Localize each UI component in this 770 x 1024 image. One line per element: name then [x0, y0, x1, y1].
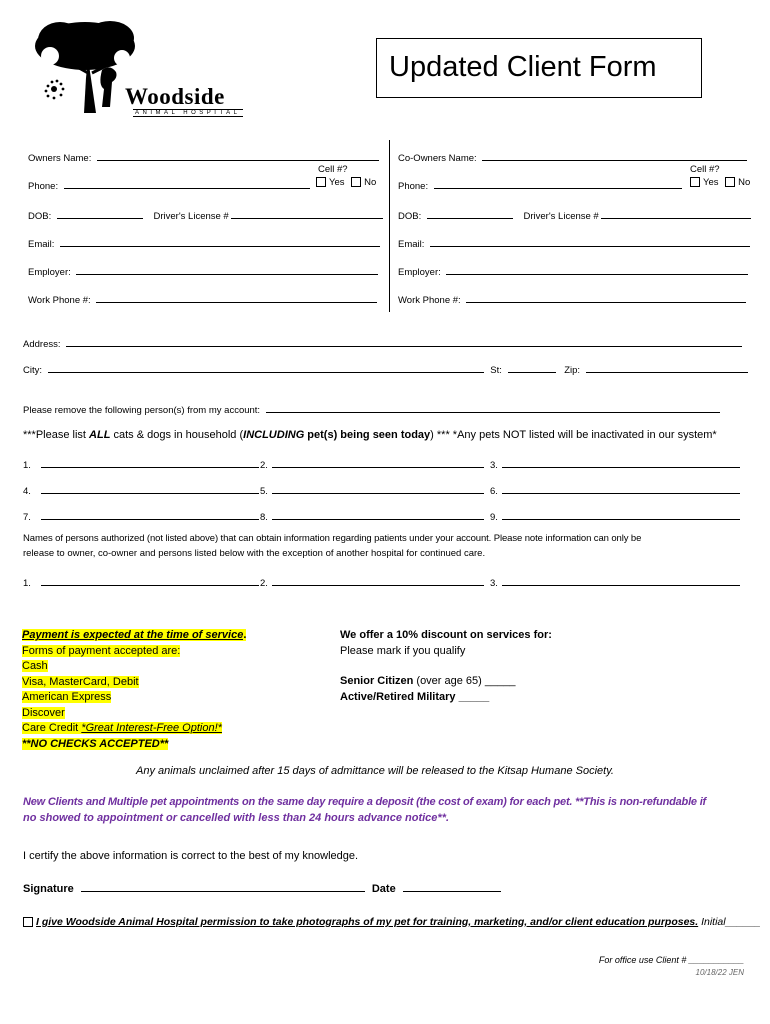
deposit-notice-line2: no showed to appointment or cancelled with less than 24 hours advance notice**.: [23, 812, 450, 824]
address-label: Address:: [23, 339, 61, 350]
owner-name-label: Owners Name:: [28, 153, 92, 164]
city-row[interactable]: [23, 362, 748, 376]
owner-phone-row[interactable]: [28, 178, 310, 192]
page-title: Updated Client Form: [389, 51, 657, 83]
logo: [30, 18, 260, 123]
deposit-notice-line1: New Clients and Multiple pet appointments on the same day require a deposit (the cost of exam) for each pet. **This is non-refundable if: [23, 796, 707, 808]
payment-title-end: .: [243, 629, 247, 641]
office-use-label: For office use Client # ___________: [598, 955, 744, 965]
pet-number: 4.: [23, 486, 31, 497]
payment-care-credit: Care Credit: [22, 722, 82, 734]
pet-entry[interactable]: [490, 457, 740, 471]
authorized-entry[interactable]: [260, 575, 484, 589]
authorized-field[interactable]: [41, 575, 259, 586]
pet-entry[interactable]: [260, 457, 484, 471]
owner-name-field[interactable]: [97, 150, 379, 161]
discount-subtitle: Please mark if you qualify: [340, 644, 466, 657]
payment-section: [22, 628, 246, 752]
authorized-text-line2: release to owner, co-owner and persons listed below with the exception of another hospital for continued care.: [23, 548, 486, 559]
owner-dob-label: DOB:: [28, 211, 52, 222]
discount-section: [340, 628, 552, 705]
photo-permission-row[interactable]: [23, 916, 761, 928]
pet-entry[interactable]: [23, 483, 259, 497]
coowner-phone-row[interactable]: [398, 178, 682, 192]
date-field[interactable]: [403, 881, 501, 892]
payment-cards: Visa, MasterCard, Debit: [22, 675, 139, 688]
pet-number: 7.: [23, 512, 31, 523]
photo-permission-text: I give Woodside Animal Hospital permission to take photographs of my pet for training, marketing, and/or client education purposes.: [36, 916, 699, 928]
payment-amex: American Express: [22, 691, 112, 703]
discount-senior-rest[interactable]: (over age 65) _____: [413, 675, 516, 687]
payment-care-credit-note: *Great Interest-Free Option!*: [81, 722, 222, 734]
pet-entry[interactable]: [490, 509, 740, 523]
pet-entry[interactable]: [260, 509, 484, 523]
coowner-work-phone-label: Work Phone #:: [398, 295, 461, 306]
authorized-field[interactable]: [502, 575, 740, 586]
pet-entry[interactable]: [260, 483, 484, 497]
owner-work-phone-label: Work Phone #:: [28, 295, 91, 306]
coowner-no-checkbox[interactable]: [725, 177, 735, 187]
payment-no-checks: **NO CHECKS ACCEPTED**: [22, 737, 169, 750]
pet-number: 3.: [490, 460, 498, 471]
owner-cell-options[interactable]: [316, 177, 376, 188]
coowner-dob-label: DOB:: [398, 211, 422, 222]
owner-work-phone-row[interactable]: [28, 292, 377, 306]
coowner-license-field[interactable]: [601, 208, 751, 219]
pet-number: 5.: [260, 486, 268, 497]
owner-no-checkbox[interactable]: [351, 177, 361, 187]
photo-permission-initial[interactable]: Initial______: [698, 916, 761, 928]
owner-email-row[interactable]: [28, 236, 380, 250]
authorized-field[interactable]: [272, 575, 484, 586]
owner-email-label: Email:: [28, 239, 55, 250]
pets-heading-all: ALL: [89, 429, 111, 441]
owner-phone-label: Phone:: [28, 181, 59, 192]
coowner-yes-checkbox[interactable]: [690, 177, 700, 187]
address-field[interactable]: [66, 336, 742, 347]
logo-subtitle: ANIMAL HOSPITAL: [135, 110, 241, 116]
coowner-name-label: Co-Owners Name:: [398, 153, 477, 164]
pets-heading: [23, 429, 717, 441]
payment-cash: Cash: [22, 660, 48, 672]
owner-phone-field[interactable]: [64, 178, 310, 189]
tree-dog-logo-icon: [30, 18, 140, 118]
date-label: Date: [371, 883, 396, 895]
certify-statement: I certify the above information is correct to the best of my knowledge.: [23, 850, 359, 862]
coowner-email-row[interactable]: [398, 236, 750, 250]
photo-permission-checkbox[interactable]: [23, 917, 33, 927]
coowner-name-row[interactable]: [398, 150, 747, 164]
coowner-work-phone-row[interactable]: [398, 292, 746, 306]
owner-name-row[interactable]: [28, 150, 379, 164]
pet-number: 2.: [260, 460, 268, 471]
payment-forms: Forms of payment accepted are:: [22, 644, 181, 657]
city-field[interactable]: [48, 362, 484, 373]
pet-number: 6.: [490, 486, 498, 497]
city-label: City:: [23, 365, 42, 376]
address-row[interactable]: [23, 336, 742, 350]
coowner-email-field[interactable]: [430, 236, 750, 247]
pet-field[interactable]: [41, 457, 259, 468]
pets-heading-part3: cats & dogs in household (: [110, 429, 244, 441]
owner-work-phone-field[interactable]: [96, 292, 377, 303]
owner-license-label: Driver's License #: [153, 211, 229, 222]
owner-employer-label: Employer:: [28, 267, 71, 278]
coowner-name-field[interactable]: [482, 150, 747, 161]
coowner-cell-label: Cell #?: [690, 164, 720, 175]
discount-military[interactable]: Active/Retired Military _____: [340, 690, 490, 703]
pet-number: 9.: [490, 512, 498, 523]
pets-heading-including: INCLUDING: [243, 429, 305, 441]
signature-label: Signature: [23, 883, 74, 895]
pets-heading-part1: ***Please list: [23, 429, 90, 441]
owner-yes-checkbox[interactable]: [316, 177, 326, 187]
coowner-no-label: No: [738, 177, 751, 188]
pet-field[interactable]: [502, 457, 740, 468]
state-field[interactable]: [508, 362, 556, 373]
coowner-cell-options[interactable]: [690, 177, 750, 188]
coowner-phone-label: Phone:: [398, 181, 429, 192]
pet-field[interactable]: [272, 509, 484, 520]
authorized-number: 3.: [490, 578, 498, 589]
coowner-yes-label: Yes: [703, 177, 719, 188]
remove-persons-row[interactable]: [23, 402, 720, 416]
discount-senior-line[interactable]: [340, 674, 552, 690]
coowner-employer-row[interactable]: [398, 264, 748, 278]
state-label: St:: [490, 365, 502, 376]
owner-license-field[interactable]: [231, 208, 383, 219]
coowner-employer-field[interactable]: [446, 264, 748, 275]
owner-dob-row[interactable]: [28, 208, 383, 222]
signature-field[interactable]: [81, 881, 365, 892]
payment-title-line: [22, 628, 246, 644]
pet-field[interactable]: [41, 483, 259, 494]
owner-employer-field[interactable]: [76, 264, 378, 275]
owner-cell-label: Cell #?: [318, 164, 348, 175]
footer-code: 10/18/22 JEN: [695, 968, 744, 977]
remove-persons-label: Please remove the following person(s) from my account:: [23, 405, 261, 416]
pet-field[interactable]: [272, 483, 484, 494]
discount-title: We offer a 10% discount on services for:: [340, 629, 552, 641]
coowner-employer-label: Employer:: [398, 267, 441, 278]
discount-senior-label: Senior Citizen: [340, 675, 414, 687]
pet-field[interactable]: [272, 457, 484, 468]
payment-care-credit-line: [22, 721, 246, 737]
payment-discover: Discover: [22, 706, 65, 719]
authorized-entry[interactable]: [490, 575, 740, 589]
pet-number: 8.: [260, 512, 268, 523]
authorized-entry[interactable]: [23, 575, 259, 589]
pet-number: 1.: [23, 460, 31, 471]
pet-entry[interactable]: [23, 509, 259, 523]
logo-name: Woodside: [125, 84, 225, 109]
authorized-text-line1: Names of persons authorized (not listed above) that can obtain information regarding patients under your account. Please note information can only be: [23, 533, 642, 544]
remove-persons-field[interactable]: [266, 402, 720, 413]
owner-email-field[interactable]: [60, 236, 380, 247]
payment-title: Payment is expected at the time of service: [22, 629, 244, 641]
title-box: [376, 38, 702, 98]
authorized-number: 2.: [260, 578, 268, 589]
pet-entry[interactable]: [490, 483, 740, 497]
column-divider: [389, 140, 390, 312]
zip-label: Zip:: [564, 365, 581, 376]
pet-field[interactable]: [502, 483, 740, 494]
coowner-dob-row[interactable]: [398, 208, 751, 222]
zip-field[interactable]: [586, 362, 748, 373]
owner-employer-row[interactable]: [28, 264, 378, 278]
pet-entry[interactable]: [23, 457, 259, 471]
coowner-license-label: Driver's License #: [523, 211, 599, 222]
pets-heading-seen-today: pet(s) being seen today: [304, 429, 431, 441]
coowner-dob-field[interactable]: [427, 208, 513, 219]
owner-no-label: No: [364, 177, 377, 188]
owner-yes-label: Yes: [329, 177, 345, 188]
pet-field[interactable]: [41, 509, 259, 520]
coowner-email-label: Email:: [398, 239, 425, 250]
coowner-work-phone-field[interactable]: [466, 292, 746, 303]
pet-field[interactable]: [502, 509, 740, 520]
owner-dob-field[interactable]: [57, 208, 143, 219]
authorized-number: 1.: [23, 578, 31, 589]
pets-heading-part6: ) *** *Any pets NOT listed will be inactivated in our system*: [430, 429, 717, 441]
unclaimed-notice: Any animals unclaimed after 15 days of admittance will be released to the Kitsap Humane Society.: [136, 765, 614, 777]
coowner-phone-field[interactable]: [434, 178, 682, 189]
signature-row[interactable]: [23, 881, 501, 895]
